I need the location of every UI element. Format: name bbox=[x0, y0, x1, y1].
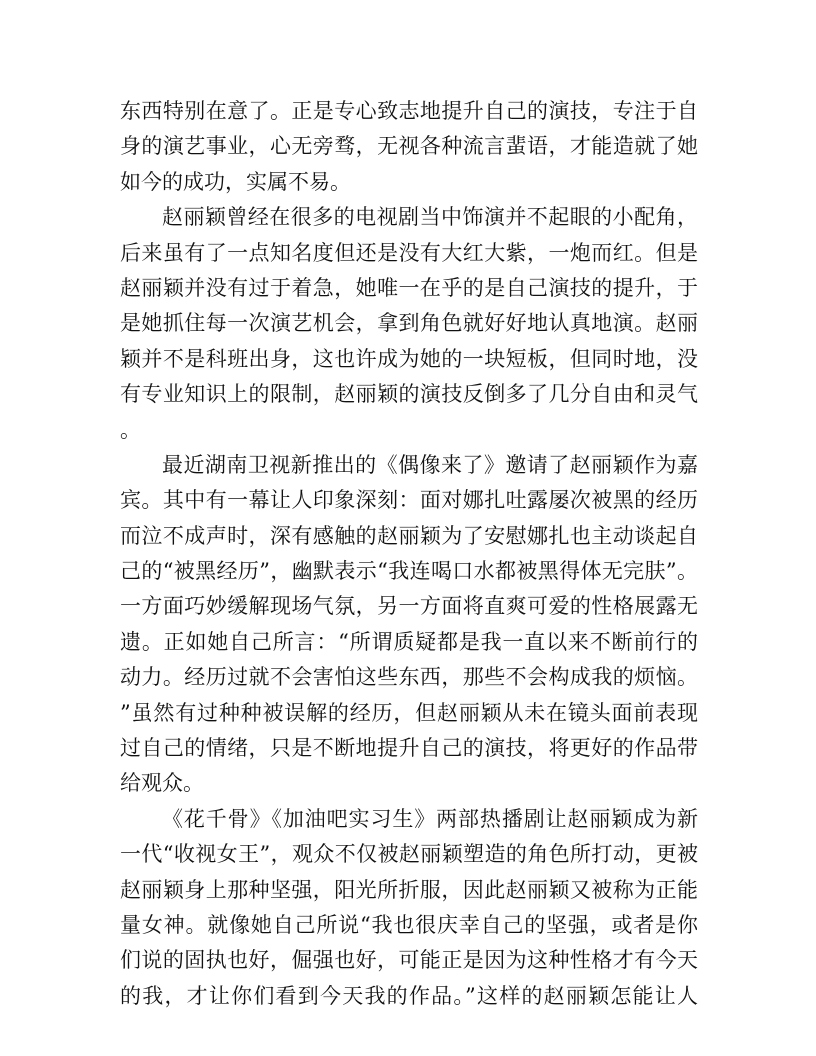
text-line: 《花千骨》《加油吧实习生》两部热播剧让赵丽颖成为新 bbox=[162, 806, 698, 831]
text-line: 如今的成功，实属不易。 bbox=[120, 169, 351, 194]
text-line: 赵丽颖曾经在很多的电视剧当中饰演并不起眼的小配角， bbox=[162, 205, 698, 230]
text-line: 而泣不成声时，深有感触的赵丽颖为了安慰娜扎也主动谈起自 bbox=[120, 523, 698, 548]
text-line: 宾。其中有一幕让人印象深刻：面对娜扎吐露屡次被黑的经历 bbox=[120, 488, 698, 513]
text-line: 赵丽颖身上那种坚强，阳光所折服，因此赵丽颖又被称为正能 bbox=[120, 877, 698, 902]
text-line: 一代“收视女王”，观众不仅被赵丽颖塑造的角色所打动，更被 bbox=[120, 842, 698, 867]
article-body bbox=[120, 94, 698, 1014]
text-line: ”虽然有过种种被误解的经历，但赵丽颖从未在镜头面前表现 bbox=[120, 700, 698, 725]
text-line: 己的“被黑经历”，幽默表示“我连喝口水都被黑得体无完肤”。 bbox=[120, 559, 698, 584]
text-line: 遗。正如她自己所言：“所谓质疑都是我一直以来不断前行的 bbox=[120, 629, 698, 654]
text-line: 一方面巧妙缓解现场气氛，另一方面将直爽可爱的性格展露无 bbox=[120, 594, 698, 619]
text-line: 东西特别在意了。正是专心致志地提升自己的演技，专注于自 bbox=[120, 99, 698, 123]
text-line: 身的演艺事业，心无旁骛，无视各种流言蜚语，才能造就了她 bbox=[120, 134, 698, 159]
text-line: 量女神。就像她自己所说“我也很庆幸自己的坚强，或者是你 bbox=[120, 912, 698, 937]
text-line: 过自己的情绪，只是不断地提升自己的演技，将更好的作品带 bbox=[120, 736, 698, 761]
text-line: 是她抓住每一次演艺机会，拿到角色就好好地认真地演。赵丽 bbox=[120, 311, 698, 336]
text-line: 们说的固执也好，倔强也好，可能正是因为这种性格才有今天 bbox=[120, 948, 698, 973]
text-line: 。 bbox=[120, 417, 141, 442]
text-line: 给观众。 bbox=[120, 771, 204, 796]
text-line: 有专业知识上的限制，赵丽颖的演技反倒多了几分自由和灵气 bbox=[120, 382, 698, 407]
text-line: 赵丽颖并没有过于着急，她唯一在乎的是自己演技的提升，于 bbox=[120, 275, 698, 300]
text-line: 最近湖南卫视新推出的《偶像来了》邀请了赵丽颖作为嘉 bbox=[162, 452, 698, 477]
text-line: 后来虽有了一点知名度但还是没有大红大紫，一炮而红。但是 bbox=[120, 240, 698, 265]
text-line: 颖并不是科班出身，这也许成为她的一块短板，但同时地，没 bbox=[120, 346, 698, 371]
text-line: 动力。经历过就不会害怕这些东西，那些不会构成我的烦恼。 bbox=[120, 665, 698, 690]
text-line: 的我，才让你们看到今天我的作品。”这样的赵丽颖怎能让人 bbox=[120, 983, 698, 1008]
